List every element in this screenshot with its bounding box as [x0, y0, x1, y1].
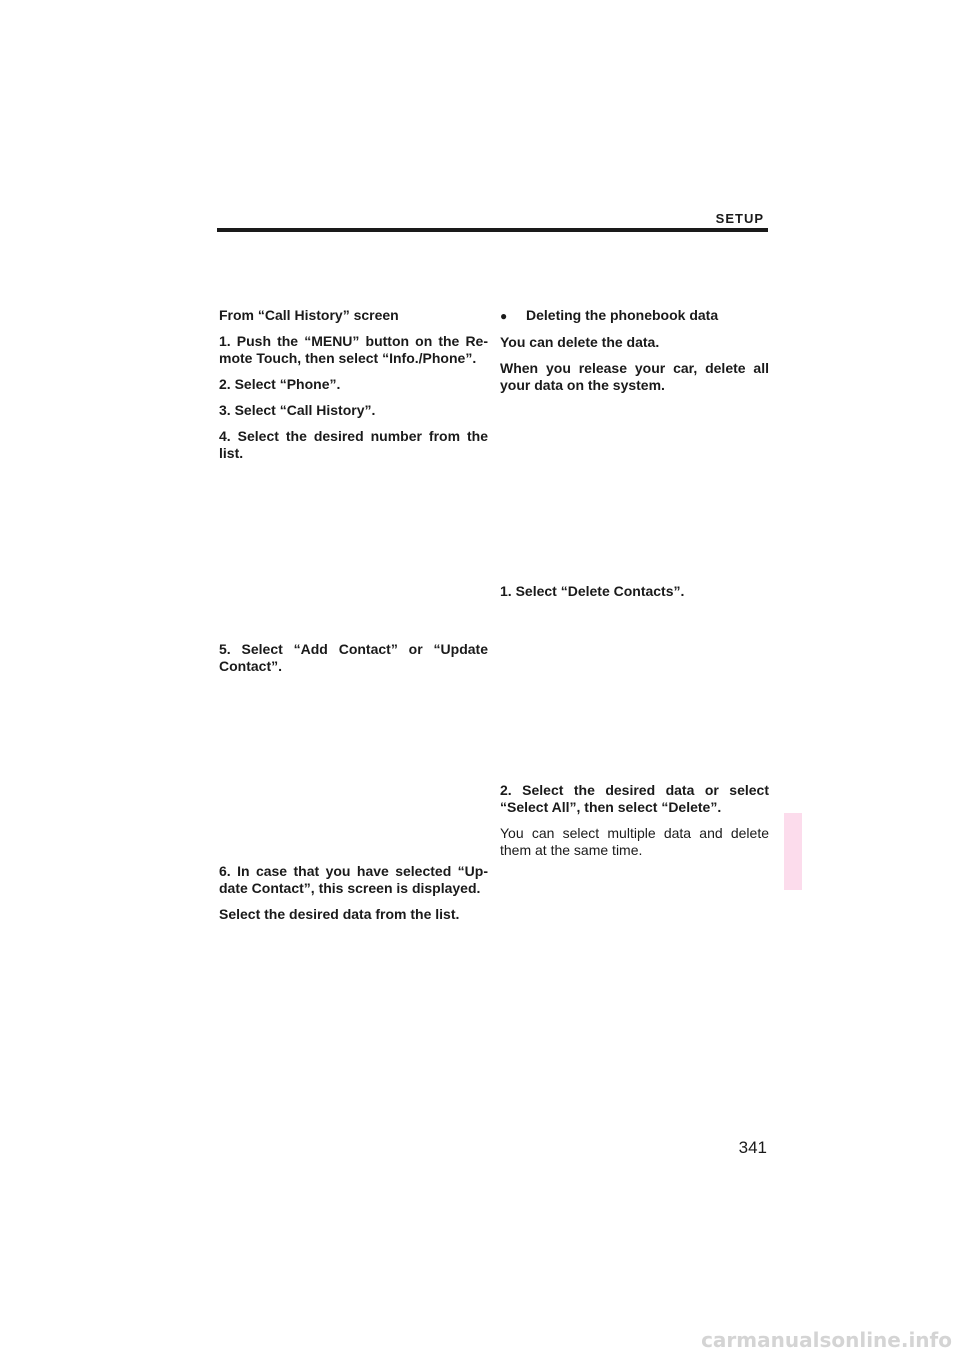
- delete-note: You can select multiple data and delete them at the same time.: [500, 825, 769, 858]
- intro-heading: From “Call History” screen: [219, 307, 399, 323]
- figure-space: [500, 403, 769, 583]
- figure-space: [219, 471, 488, 641]
- left-column: [219, 307, 488, 932]
- step-6-followup: Select the desired data from the list.: [219, 906, 460, 922]
- bullet-heading-text: Deleting the phonebook data: [526, 307, 719, 323]
- delete-step-2: 2. Select the desired data or select “Select All”, then select “Delete”.: [500, 782, 769, 815]
- step-4: 4. Select the desired number from the list.: [219, 428, 488, 461]
- step-5: 5. Select “Add Contact” or “Update Contact”.: [219, 641, 488, 674]
- section-side-tab: [784, 813, 802, 890]
- right-column: [500, 307, 769, 868]
- delete-step-1: 1. Select “Delete Contacts”.: [500, 583, 685, 599]
- step-3: 3. Select “Call History”.: [219, 402, 376, 418]
- page-number: 341: [738, 1138, 767, 1157]
- bullet-icon: ●: [500, 309, 508, 323]
- step-2: 2. Select “Phone”.: [219, 376, 341, 392]
- figure-space: [500, 609, 769, 782]
- step-1: 1. Push the “MENU” button on the Re- mote Touch, then select “Info./Phone”.: [219, 333, 488, 366]
- delete-intro: You can delete the data.: [500, 334, 660, 350]
- watermark: carmanualsonline.info: [701, 1328, 952, 1352]
- section-title: SETUP: [715, 211, 764, 226]
- release-advice: When you release your car, delete all your data on the system.: [500, 360, 769, 393]
- header-rule: [217, 228, 768, 232]
- step-6: 6. In case that you have selected “Up- date Contact”, this screen is displayed.: [219, 863, 488, 896]
- bullet-heading: [500, 307, 769, 325]
- figure-space: [219, 684, 488, 863]
